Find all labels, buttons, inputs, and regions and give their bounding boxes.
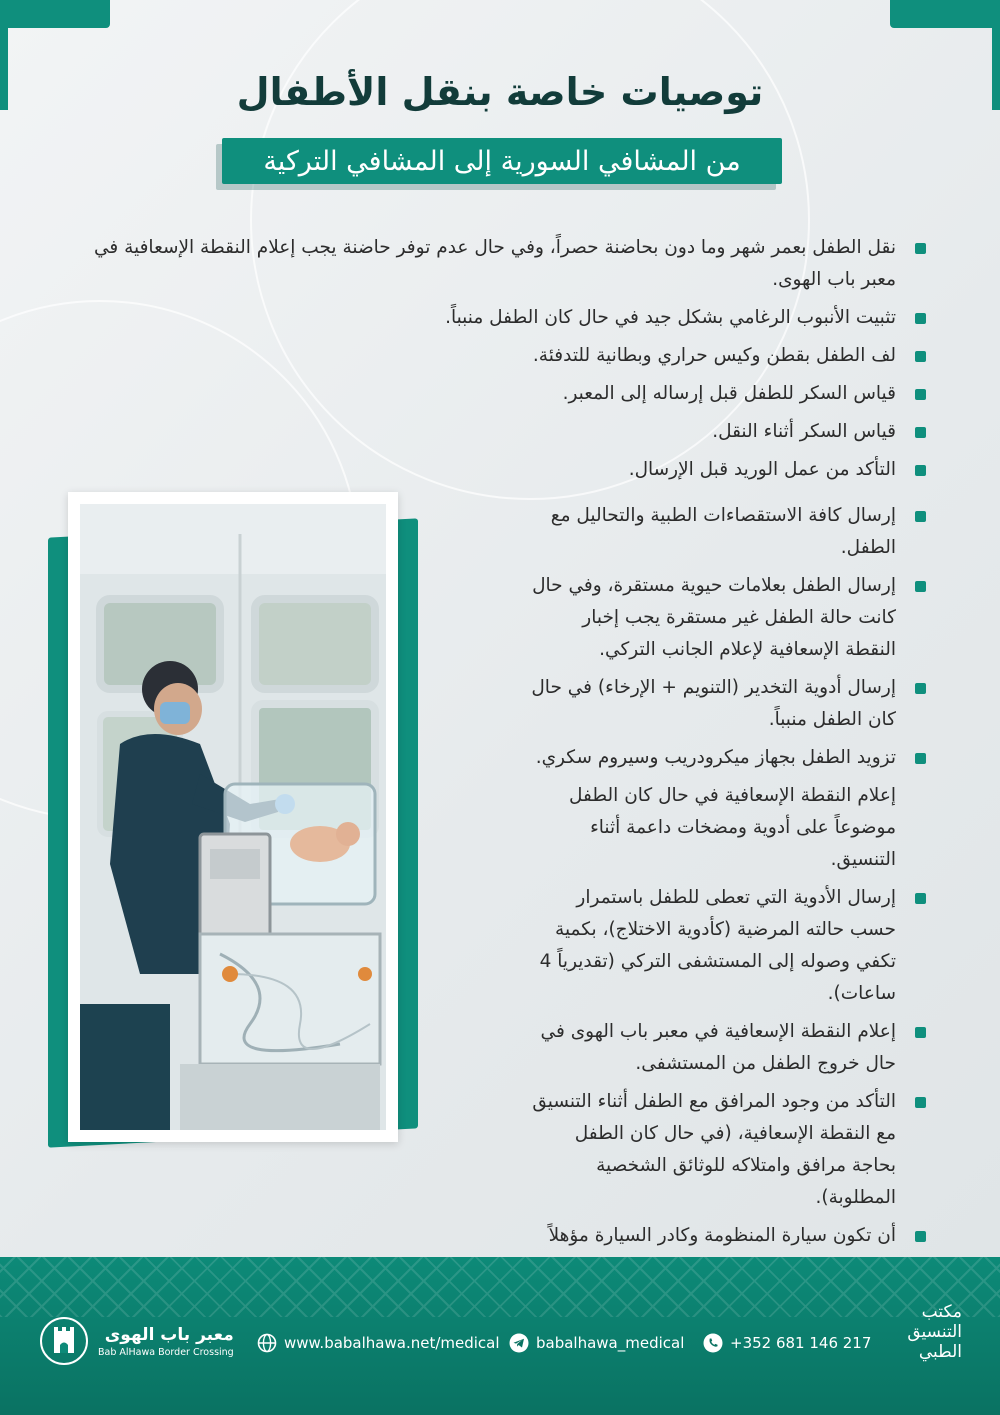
list-item: تزويد الطفل بجهاز ميكرودريب وسيروم سكري. (526, 742, 926, 774)
bullet-icon (915, 1027, 926, 1038)
page-title: توصيات خاصة بنقل الأطفال (236, 70, 764, 114)
photo-container (48, 492, 418, 1157)
corner-accent-left (0, 0, 110, 28)
gate-tower-logo-icon (40, 1317, 88, 1365)
subtitle-banner (222, 138, 782, 184)
recommendations-list-side (526, 500, 926, 1290)
footer (0, 1257, 1000, 1415)
list-item: التأكد من عمل الوريد قبل الإرسال. (56, 454, 926, 486)
bullet-icon (915, 511, 926, 522)
office-line-1: مكتب (921, 1302, 962, 1322)
telegram-text: babalhawa_medical (536, 1334, 685, 1352)
phone-link[interactable] (702, 1332, 871, 1354)
telegram-icon (508, 1332, 530, 1354)
bullet-icon (915, 243, 926, 254)
website-link[interactable] (256, 1332, 500, 1354)
ambulance-incubator-photo (80, 504, 386, 1130)
bullet-icon (915, 351, 926, 362)
bullet-icon (915, 893, 926, 904)
list-item: إرسال أدوية التخدير (التنويم + الإرخاء) في حال كان الطفل منبباً. (526, 672, 926, 736)
brand-name-en: Bab AlHawa Border Crossing (98, 1346, 234, 1358)
phone-text: +352 681 146 217 (730, 1334, 872, 1352)
list-item: أن تكون سيارة المنظومة وكادر السيارة مؤهلاً (526, 1220, 926, 1284)
whatsapp-icon (702, 1332, 724, 1354)
office-logo (888, 1302, 962, 1362)
list-item: إرسال الطفل بعلامات حيوية مستقرة، وفي حال كانت حالة الطفل غير مستقرة يجب إخبار النقطة الإسعافية لإعلام الجانب التركي. (526, 570, 926, 666)
page-subtitle: من المشافي السورية إلى المشافي التركية (263, 145, 741, 177)
office-line-2: التنسيق (907, 1322, 962, 1342)
bullet-icon (915, 389, 926, 400)
list-item: لف الطفل بقطن وكيس حراري وبطانية للتدفئة. (56, 340, 926, 372)
list-item: إعلام النقطة الإسعافية في معبر باب الهوى في حال خروج الطفل من المستشفى. (526, 1016, 926, 1080)
list-item: تثبيت الأنبوب الرغامي بشكل جيد في حال كان الطفل منبباً. (56, 302, 926, 334)
bullet-icon (915, 581, 926, 592)
list-item: التأكد من وجود المرافق مع الطفل أثناء التنسيق مع النقطة الإسعافية، (في حال كان الطفل بحاجة مرافق وامتلاكه للوثائق الشخصية المطلوبة). (526, 1086, 926, 1214)
globe-icon (256, 1332, 278, 1354)
bullet-icon (915, 1097, 926, 1108)
bullet-icon (915, 753, 926, 764)
list-item: إرسال الأدوية التي تعطى للطفل باستمرار حسب حالته المرضية (كأدوية الاختلاج)، بكمية تكفي وصوله إلى المستشفى التركي (تقديرياً 4 ساعات). (526, 882, 926, 1010)
list-item: قياس السكر أثناء النقل. (56, 416, 926, 448)
list-item: نقل الطفل بعمر شهر وما دون بحاضنة حصراً، وفي حال عدم توفر حاضنة يجب إعلام النقطة الإسعافية في معبر باب الهوى. (56, 232, 926, 296)
brand-block (40, 1317, 234, 1365)
brand-name-ar: معبر باب الهوى (104, 1324, 234, 1345)
corner-accent-right (890, 0, 1000, 28)
website-text: www.babalhawa.net/medical (284, 1334, 500, 1352)
bullet-icon (915, 313, 926, 324)
bullet-icon (915, 427, 926, 438)
telegram-link[interactable] (508, 1332, 684, 1354)
list-item: إعلام النقطة الإسعافية في حال كان الطفل موضوعاً على أدوية ومضخات داعمة أثناء التنسيق. (569, 785, 896, 870)
bullet-icon (915, 465, 926, 476)
photo-frame (68, 492, 398, 1142)
footer-pattern (0, 1257, 1000, 1317)
recommendations-list (56, 232, 926, 492)
list-item: إرسال كافة الاستقصاءات الطبية والتحاليل مع الطفل. (526, 500, 926, 564)
bullet-icon (915, 1231, 926, 1242)
list-item: قياس السكر للطفل قبل إرساله إلى المعبر. (56, 378, 926, 410)
bullet-icon (915, 683, 926, 694)
office-line-3: الطبي (918, 1342, 962, 1362)
